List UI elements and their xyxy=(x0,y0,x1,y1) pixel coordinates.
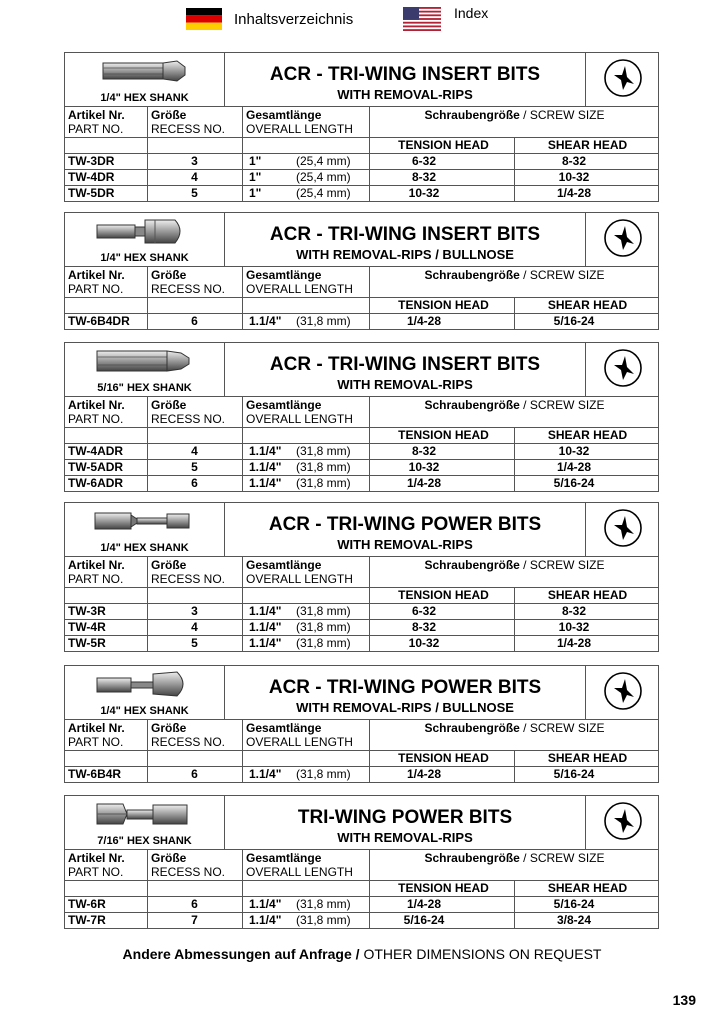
bullnose-insert-bit-icon xyxy=(93,217,197,245)
head-type-row xyxy=(65,428,658,444)
us-flag-icon xyxy=(402,7,442,31)
schraub-label: Schraubengröße xyxy=(424,268,520,282)
gesamt-label: Gesamtlänge xyxy=(246,398,322,412)
gesamt-label: Gesamtlänge xyxy=(246,721,322,735)
overall-length: 1" xyxy=(249,170,262,184)
recess-number: 5 xyxy=(191,636,198,650)
overall-length: 1.1/4" xyxy=(249,314,282,328)
length-mm: (25,4 mm) xyxy=(296,170,351,184)
product-subtitle: WITH REMOVAL-RIPS xyxy=(337,830,473,845)
part-number: TW-6R xyxy=(68,897,106,911)
shear-size: 10-32 xyxy=(558,170,590,184)
recess-number: 5 xyxy=(191,460,198,474)
tension-size: 8-32 xyxy=(411,170,437,184)
tension-size: 10-32 xyxy=(408,460,440,474)
block-header xyxy=(65,213,658,267)
gesamt-label: Gesamtlänge xyxy=(246,268,322,282)
artikel-label: Artikel Nr. xyxy=(68,108,125,122)
tension-size: 6-32 xyxy=(411,154,437,168)
table-row xyxy=(65,460,658,476)
tri-wing-recess-icon xyxy=(603,508,643,548)
tension-head-label: TENSION HEAD xyxy=(398,138,489,152)
shear-head-label: SHEAR HEAD xyxy=(547,588,628,602)
part-no-label: PART NO. xyxy=(68,282,124,296)
part-no-label: PART NO. xyxy=(68,122,124,136)
shear-head-label: SHEAR HEAD xyxy=(547,881,628,895)
schraub-label: Schraubengröße xyxy=(424,108,520,122)
product-image-cell xyxy=(65,343,225,396)
large-hex-power-bit-icon xyxy=(93,800,197,828)
recess-number: 4 xyxy=(191,170,198,184)
overall-length: 1.1/4" xyxy=(249,444,282,458)
part-number: TW-4ADR xyxy=(68,444,124,458)
table-row xyxy=(65,913,658,928)
product-title: ACR - TRI-WING POWER BITS xyxy=(268,677,542,698)
shear-size: 5/16-24 xyxy=(553,767,595,781)
length-mm: (31,8 mm) xyxy=(296,444,351,458)
overall-length: 1.1/4" xyxy=(249,620,282,634)
recess-number: 7 xyxy=(191,913,198,927)
column-labels-row xyxy=(65,850,658,881)
tension-head-label: TENSION HEAD xyxy=(398,588,489,602)
overall-length: 1.1/4" xyxy=(249,476,282,490)
tension-size: 1/4-28 xyxy=(406,314,442,328)
shear-head-label: SHEAR HEAD xyxy=(547,298,628,312)
artikel-label: Artikel Nr. xyxy=(68,721,125,735)
product-title: ACR - TRI-WING INSERT BITS xyxy=(269,64,541,85)
groesse-label: Größe xyxy=(151,721,187,735)
shear-head-label: SHEAR HEAD xyxy=(547,428,628,442)
icon-cell xyxy=(586,503,658,556)
title-cell xyxy=(225,503,586,556)
overall-label: OVERALL LENGTH xyxy=(246,572,353,586)
shear-size: 5/16-24 xyxy=(553,314,595,328)
length-mm: (31,8 mm) xyxy=(296,636,351,650)
head-type-row xyxy=(65,588,658,604)
part-number: TW-5R xyxy=(68,636,106,650)
tri-wing-recess-icon xyxy=(603,801,643,841)
top-navigation xyxy=(0,0,724,40)
shear-size: 5/16-24 xyxy=(553,476,595,490)
overall-label: OVERALL LENGTH xyxy=(246,735,353,749)
tension-size: 6-32 xyxy=(411,604,437,618)
toc-link-german[interactable] xyxy=(186,6,353,32)
recess-label: RECESS NO. xyxy=(151,282,226,296)
icon-cell xyxy=(586,213,658,266)
tension-size: 5/16-24 xyxy=(403,913,445,927)
part-number: TW-5DR xyxy=(68,186,115,200)
product-block-6 xyxy=(64,795,659,929)
tension-head-label: TENSION HEAD xyxy=(398,298,489,312)
product-subtitle: WITH REMOVAL-RIPS xyxy=(337,377,473,392)
recess-label: RECESS NO. xyxy=(151,412,226,426)
head-type-row xyxy=(65,881,658,897)
table-row xyxy=(65,170,658,186)
schraub-label: Schraubengröße xyxy=(424,721,520,735)
table-row xyxy=(65,897,658,913)
schraub-label: Schraubengröße xyxy=(424,398,520,412)
table-row xyxy=(65,186,658,201)
groesse-label: Größe xyxy=(151,398,187,412)
artikel-label: Artikel Nr. xyxy=(68,558,125,572)
product-image-cell xyxy=(65,503,225,556)
title-cell xyxy=(225,343,586,396)
overall-length: 1.1/4" xyxy=(249,636,282,650)
screw-size-label: / SCREW SIZE xyxy=(519,721,605,735)
column-labels-row xyxy=(65,720,658,751)
block-header xyxy=(65,503,658,557)
groesse-label: Größe xyxy=(151,108,187,122)
icon-cell xyxy=(586,666,658,719)
column-labels-row xyxy=(65,557,658,588)
screw-size-label: / SCREW SIZE xyxy=(519,398,605,412)
part-number: TW-5ADR xyxy=(68,460,124,474)
shear-head-label: SHEAR HEAD xyxy=(547,751,628,765)
product-block-3 xyxy=(64,342,659,492)
product-image-cell xyxy=(65,666,225,719)
shear-size: 8-32 xyxy=(561,604,587,618)
groesse-label: Größe xyxy=(151,558,187,572)
length-mm: (31,8 mm) xyxy=(296,913,351,927)
tension-head-label: TENSION HEAD xyxy=(398,428,489,442)
overall-length: 1.1/4" xyxy=(249,460,282,474)
tri-wing-recess-icon xyxy=(603,348,643,388)
title-cell xyxy=(225,53,586,106)
table-row xyxy=(65,767,658,782)
recess-number: 6 xyxy=(191,897,198,911)
gesamt-label: Gesamtlänge xyxy=(246,558,322,572)
part-number: TW-3R xyxy=(68,604,106,618)
artikel-label: Artikel Nr. xyxy=(68,268,125,282)
german-flag-icon xyxy=(186,8,222,30)
product-title: ACR - TRI-WING POWER BITS xyxy=(268,514,542,535)
page-number: 139 xyxy=(672,992,696,1008)
index-link-label: Index xyxy=(454,5,489,21)
head-type-row xyxy=(65,138,658,154)
part-no-label: PART NO. xyxy=(68,735,124,749)
shank-label: 1/4" HEX SHANK xyxy=(100,252,189,264)
footer-english: OTHER DIMENSIONS ON REQUEST xyxy=(363,946,602,962)
hex-bit-insert-icon xyxy=(93,347,197,375)
product-block-4 xyxy=(64,502,659,652)
title-cell xyxy=(225,796,586,849)
screw-size-label: / SCREW SIZE xyxy=(519,108,605,122)
overall-length: 1" xyxy=(249,186,262,200)
artikel-label: Artikel Nr. xyxy=(68,851,125,865)
tension-size: 1/4-28 xyxy=(406,897,442,911)
part-no-label: PART NO. xyxy=(68,572,124,586)
product-block-5 xyxy=(64,665,659,783)
recess-number: 4 xyxy=(191,620,198,634)
tension-size: 8-32 xyxy=(411,620,437,634)
shank-label: 1/4" HEX SHANK xyxy=(100,705,189,717)
gesamt-label: Gesamtlänge xyxy=(246,108,322,122)
tension-size: 8-32 xyxy=(411,444,437,458)
overall-label: OVERALL LENGTH xyxy=(246,282,353,296)
footer-note xyxy=(0,946,724,962)
shank-label: 1/4" HEX SHANK xyxy=(100,542,189,554)
gesamt-label: Gesamtlänge xyxy=(246,851,322,865)
tri-wing-recess-icon xyxy=(603,218,643,258)
column-labels-row xyxy=(65,267,658,298)
tension-size: 10-32 xyxy=(408,636,440,650)
schraub-label: Schraubengröße xyxy=(424,558,520,572)
shear-size: 5/16-24 xyxy=(553,897,595,911)
length-mm: (31,8 mm) xyxy=(296,476,351,490)
recess-number: 3 xyxy=(191,604,198,618)
shear-size: 1/4-28 xyxy=(556,460,592,474)
product-subtitle: WITH REMOVAL-RIPS xyxy=(337,87,473,102)
part-no-label: PART NO. xyxy=(68,412,124,426)
shear-head-label: SHEAR HEAD xyxy=(547,138,628,152)
product-image-cell xyxy=(65,53,225,106)
shear-size: 10-32 xyxy=(558,444,590,458)
table-row xyxy=(65,154,658,170)
head-type-row xyxy=(65,298,658,314)
block-header xyxy=(65,666,658,720)
shank-label: 7/16" HEX SHANK xyxy=(97,835,192,847)
length-mm: (31,8 mm) xyxy=(296,767,351,781)
head-type-row xyxy=(65,751,658,767)
part-number: TW-4R xyxy=(68,620,106,634)
product-title: ACR - TRI-WING INSERT BITS xyxy=(269,224,541,245)
groesse-label: Größe xyxy=(151,268,187,282)
shank-label: 5/16" HEX SHANK xyxy=(97,382,192,394)
table-row xyxy=(65,604,658,620)
screw-size-label: / SCREW SIZE xyxy=(519,851,605,865)
length-mm: (25,4 mm) xyxy=(296,154,351,168)
recess-number: 6 xyxy=(191,314,198,328)
column-labels-row xyxy=(65,397,658,428)
length-mm: (31,8 mm) xyxy=(296,314,351,328)
product-title: ACR - TRI-WING INSERT BITS xyxy=(269,354,541,375)
product-image-cell xyxy=(65,796,225,849)
table-row xyxy=(65,620,658,636)
shank-label: 1/4" HEX SHANK xyxy=(100,92,189,104)
length-mm: (25,4 mm) xyxy=(296,186,351,200)
shear-size: 3/8-24 xyxy=(556,913,592,927)
overall-length: 1.1/4" xyxy=(249,913,282,927)
title-cell xyxy=(225,666,586,719)
shear-size: 1/4-28 xyxy=(556,186,592,200)
product-subtitle: WITH REMOVAL-RIPS xyxy=(337,537,473,552)
screw-size-label: / SCREW SIZE xyxy=(519,558,605,572)
product-block-2 xyxy=(64,212,659,330)
part-no-label: PART NO. xyxy=(68,865,124,879)
shear-size: 10-32 xyxy=(558,620,590,634)
column-labels-row xyxy=(65,107,658,138)
power-bit-icon xyxy=(93,507,197,535)
part-number: TW-6ADR xyxy=(68,476,124,490)
product-subtitle: WITH REMOVAL-RIPS / BULLNOSE xyxy=(296,247,514,262)
recess-number: 4 xyxy=(191,444,198,458)
product-block-1 xyxy=(64,52,659,202)
part-number: TW-3DR xyxy=(68,154,115,168)
length-mm: (31,8 mm) xyxy=(296,604,351,618)
overall-length: 1.1/4" xyxy=(249,767,282,781)
table-row xyxy=(65,314,658,329)
overall-length: 1.1/4" xyxy=(249,604,282,618)
screw-size-label: / SCREW SIZE xyxy=(519,268,605,282)
shear-size: 8-32 xyxy=(561,154,587,168)
product-title: TRI-WING POWER BITS xyxy=(297,807,513,828)
recess-number: 5 xyxy=(191,186,198,200)
overall-length: 1.1/4" xyxy=(249,897,282,911)
tension-head-label: TENSION HEAD xyxy=(398,881,489,895)
block-header xyxy=(65,343,658,397)
groesse-label: Größe xyxy=(151,851,187,865)
tension-size: 1/4-28 xyxy=(406,476,442,490)
product-image-cell xyxy=(65,213,225,266)
overall-label: OVERALL LENGTH xyxy=(246,122,353,136)
overall-length: 1" xyxy=(249,154,262,168)
recess-number: 6 xyxy=(191,476,198,490)
tension-size: 1/4-28 xyxy=(406,767,442,781)
shear-size: 1/4-28 xyxy=(556,636,592,650)
tri-wing-recess-icon xyxy=(603,671,643,711)
part-number: TW-7R xyxy=(68,913,106,927)
part-number: TW-6B4DR xyxy=(68,314,130,328)
part-number: TW-4DR xyxy=(68,170,115,184)
toc-link-label: Inhaltsverzeichnis xyxy=(234,10,354,28)
tension-head-label: TENSION HEAD xyxy=(398,751,489,765)
footer-german: Andere Abmessungen auf Anfrage xyxy=(122,946,352,962)
tri-wing-recess-icon xyxy=(603,58,643,98)
bullnose-power-bit-icon xyxy=(93,670,197,698)
artikel-label: Artikel Nr. xyxy=(68,398,125,412)
recess-number: 3 xyxy=(191,154,198,168)
overall-label: OVERALL LENGTH xyxy=(246,865,353,879)
overall-label: OVERALL LENGTH xyxy=(246,412,353,426)
hex-bit-insert-icon xyxy=(93,57,197,85)
recess-label: RECESS NO. xyxy=(151,735,226,749)
block-header xyxy=(65,53,658,107)
recess-number: 6 xyxy=(191,767,198,781)
block-header xyxy=(65,796,658,850)
icon-cell xyxy=(586,343,658,396)
index-link-english[interactable] xyxy=(402,6,488,32)
table-row xyxy=(65,444,658,460)
length-mm: (31,8 mm) xyxy=(296,460,351,474)
tension-size: 10-32 xyxy=(408,186,440,200)
length-mm: (31,8 mm) xyxy=(296,897,351,911)
footer-separator: / xyxy=(351,946,364,962)
title-cell xyxy=(225,213,586,266)
icon-cell xyxy=(586,796,658,849)
table-row xyxy=(65,636,658,651)
product-subtitle: WITH REMOVAL-RIPS / BULLNOSE xyxy=(296,700,514,715)
recess-label: RECESS NO. xyxy=(151,572,226,586)
length-mm: (31,8 mm) xyxy=(296,620,351,634)
icon-cell xyxy=(586,53,658,106)
table-row xyxy=(65,476,658,491)
schraub-label: Schraubengröße xyxy=(424,851,520,865)
part-number: TW-6B4R xyxy=(68,767,122,781)
recess-label: RECESS NO. xyxy=(151,122,226,136)
recess-label: RECESS NO. xyxy=(151,865,226,879)
